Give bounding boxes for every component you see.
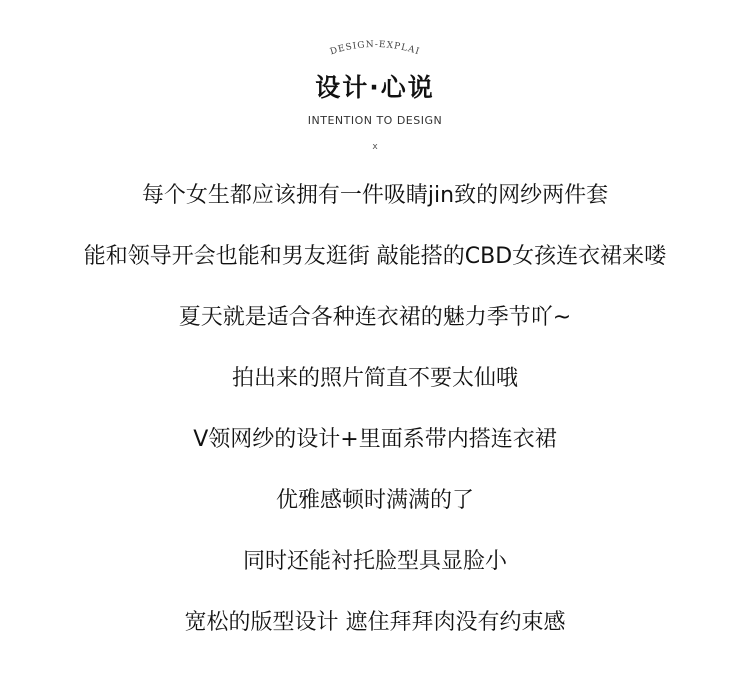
description-lines: [0, 178, 750, 666]
section-title: 设计·心说: [315, 73, 435, 102]
description-line: 夏天就是适合各种连衣裙的魅力季节吖~: [178, 305, 572, 330]
arc-text: DESIGN-EXPLAI: [328, 39, 422, 58]
divider-mark: x: [372, 142, 378, 152]
section-header: [0, 0, 750, 160]
section-subtitle: INTENTION TO DESIGN: [307, 114, 443, 127]
description-line: 宽松的版型设计 遮住拜拜肉没有约束感: [184, 610, 566, 635]
arc-label: [290, 28, 460, 68]
description-line: 每个女生都应该拥有一件吸睛jin致的网纱两件套: [141, 183, 609, 208]
description-line: 拍出来的照片简直不要太仙哦: [231, 366, 518, 391]
description-line: 优雅感顿时满满的了: [275, 488, 474, 513]
description-line: 能和领导开会也能和男友逛街 敲能搭的CBD女孩连衣裙来喽: [83, 244, 667, 269]
description-line: V领网纱的设计+里面系带内搭连衣裙: [193, 427, 557, 452]
svg-text:DESIGN-EXPLAI: [329, 40, 421, 57]
description-line: 同时还能衬托脸型具显脸小: [242, 549, 507, 574]
